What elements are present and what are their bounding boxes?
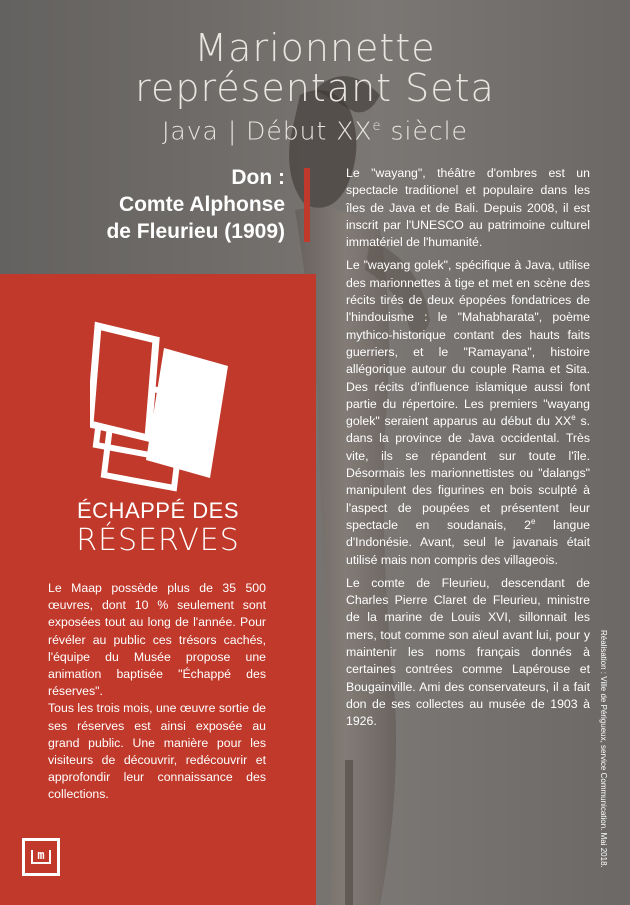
panel-heading-2: RÉSERVES bbox=[76, 523, 240, 558]
production-credit: Réalisation : Ville de Périgueux, service Communication. Mai 2018. bbox=[599, 630, 608, 868]
intro-paragraph-2: Tous les trois mois, une œuvre sortie de ses réserves est ainsi exposée au grand public. Une manière pour les visiteurs de découvrir, redécouvrir et approfondir leur connaissance des collections. bbox=[48, 701, 267, 802]
donation-line-3: de Fleurieu (1909) bbox=[106, 220, 285, 243]
donation-line-1: Don : bbox=[231, 166, 285, 189]
museum-logo-letter: m bbox=[31, 850, 51, 864]
stacked-pages-logo-icon bbox=[90, 318, 240, 493]
body-p2-part-a: Le "wayang golek", spécifique à Java, utilise des marionnettes à tige et met en scène des récits tirés de deux épopées fondatrices de l'hindouisme : le "Mahabharata", poème mythico-historique contant des hauts faits guerriers, et le "Ramayana", histoire allégorique autour du couple Rama et Sita. Des récits d'influence islamique aussi font partie du répertoire. Les premiers "wayang golek" seraient apparus au début du XX bbox=[346, 258, 590, 429]
donation-line-2: Comte Alphonse bbox=[118, 193, 285, 216]
museum-logo-icon bbox=[22, 838, 60, 876]
body-paragraph-1: Le "wayang", théâtre d'ombres est un spectacle traditionel et populaire dans les îles de Java et de Bali. Depuis 2008, il est inscrit par l'UNESCO au patrimoine culturel immatériel de l'humanité. bbox=[346, 166, 590, 250]
intro-text bbox=[48, 580, 266, 804]
red-divider-bar bbox=[304, 168, 310, 242]
body-p2-sup-b: e bbox=[530, 516, 536, 526]
title-line-1: Marionnette bbox=[194, 26, 436, 70]
subtitle bbox=[0, 112, 630, 146]
intro-paragraph-1: Le Maap possède plus de 35 500 œuvres, dont 10 % seulement sont exposées tout au long de l'année. Pour révéler au public ces trésors cachés, l'équipe du Musée propose une animation baptisée "Échappé des réserves". bbox=[48, 581, 266, 699]
subtitle-end: siècle bbox=[381, 116, 468, 146]
body-paragraph-3: Le comte de Fleurieu, descendant de Charles Pierre Claret de Fleurieu, ministre de la marine de Louis XVI, sillonnait les mers, tout comme son aïeul avant lui, pour y maintenir les noms français donnés à certaines contrées comme Lapérouse et Bougainville. Ami des conservateurs, il a fait don de ses collectes au musée de 1903 à 1926. bbox=[346, 575, 590, 729]
donation-credit bbox=[15, 164, 285, 245]
body-p2-part-b: s. dans la province de Java occidental. Très vite, ils se répandent sur toute l'île. Désormais les marionnettistes ou "dalangs" manipulent des figurines en bois sculpté à l'aspect de poupées et présentent leur spectacle en soudanais, 2 bbox=[346, 414, 591, 532]
body-paragraph-2 bbox=[346, 257, 590, 568]
panel-heading-1: ÉCHAPPÉ DES bbox=[77, 498, 239, 523]
body-p2-part-c: langue d'Indonésie. Avant, seul le javanais était utilisé mais non compris des villageois. bbox=[346, 517, 590, 567]
title-line-2: représentant Seta bbox=[135, 66, 495, 110]
subtitle-main: Java | Début XX bbox=[162, 116, 373, 146]
main-text bbox=[346, 165, 590, 737]
subtitle-sup: e bbox=[372, 119, 382, 134]
body-p2-sup-a: e bbox=[571, 413, 576, 423]
